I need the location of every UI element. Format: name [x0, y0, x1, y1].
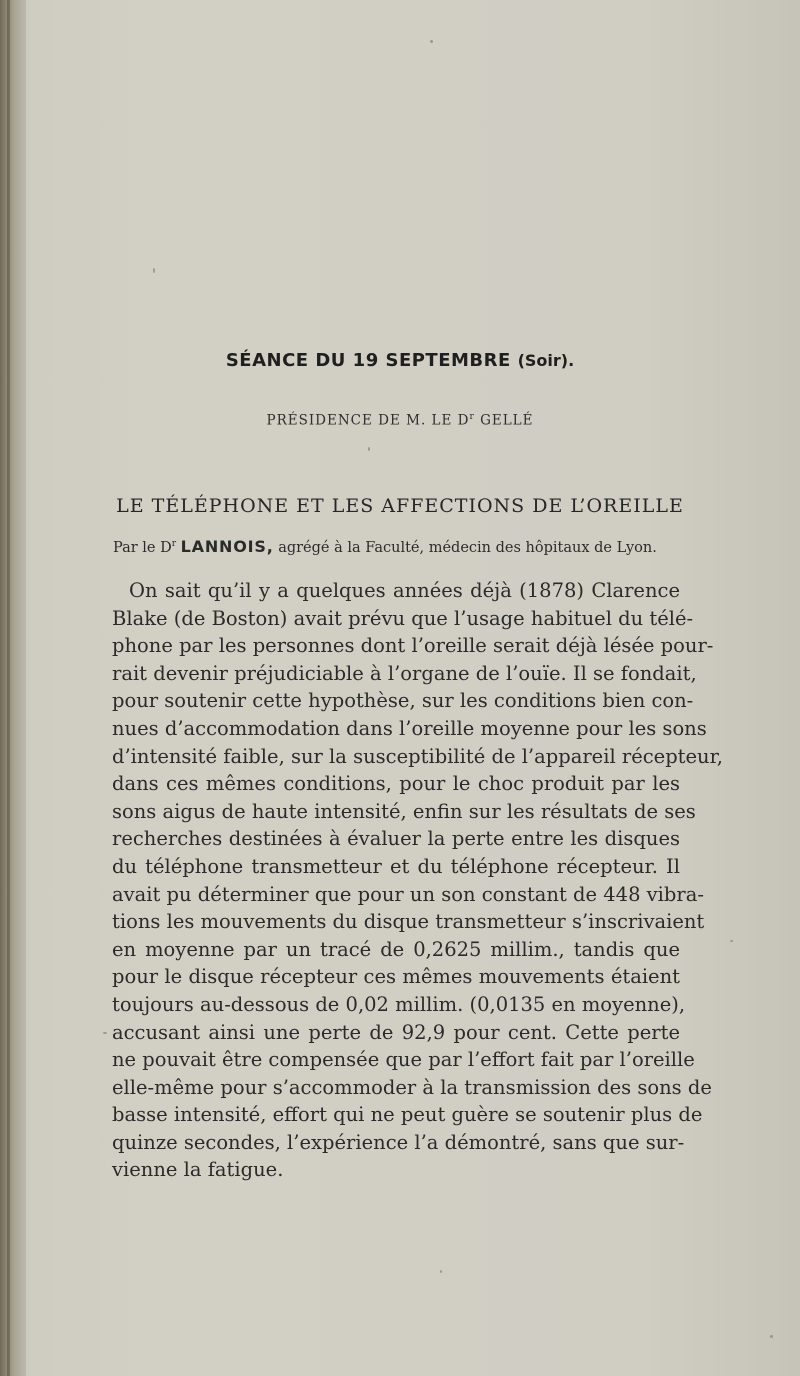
- byline-affiliation: agrégé à la Faculté, médecin des hôpitaux de Lyon.: [273, 540, 657, 556]
- page-binding-edge: [7, 0, 10, 1376]
- body-line: ne pouvait être compensée que par l’effort fait par l’oreille: [112, 1048, 695, 1072]
- article-byline: [113, 537, 713, 556]
- body-line: pour soutenir cette hypothèse, sur les conditions bien con-: [112, 689, 694, 713]
- paper-speck: [368, 447, 370, 451]
- paper-speck: [440, 1270, 442, 1273]
- body-line: du téléphone transmetteur et du téléphone récepteur. Il: [112, 854, 680, 878]
- session-time-of-day: (Soir).: [517, 351, 575, 370]
- body-line: vienne la fatigue.: [112, 1158, 284, 1182]
- body-line: pour le disque récepteur ces mêmes mouvements étaient: [112, 965, 680, 989]
- page-binding-shadow: [0, 0, 26, 1376]
- body-line: quinze secondes, l’expérience l’a démontré, sans que sur-: [112, 1130, 685, 1154]
- body-line: nues d’accommodation dans l’oreille moyenne pour les sons: [112, 716, 707, 740]
- paper-speck: [153, 268, 155, 273]
- body-line: elle-même pour s’accommoder à la transmission des sons de: [112, 1075, 712, 1099]
- body-line: accusant ainsi une perte de 92,9 pour cent. Cette perte: [112, 1020, 680, 1044]
- paper-speck: [430, 40, 433, 43]
- body-line: rait devenir préjudiciable à l’organe de l’ouïe. Il se fondait,: [112, 661, 697, 685]
- body-line: avait pu déterminer que pour un son constant de 448 vibra-: [112, 882, 704, 906]
- body-line: en moyenne par un tracé de 0,2625 millim., tandis que: [112, 937, 680, 961]
- presidency-line: [0, 412, 800, 429]
- paper-speck: [770, 1335, 773, 1338]
- byline-prefix: Par le D: [113, 540, 172, 556]
- body-line: On sait qu’il y a quelques années déjà (1878) Clarence: [129, 579, 680, 602]
- article-body: [112, 577, 723, 1184]
- session-heading: [0, 350, 800, 371]
- paper-speck: [730, 940, 733, 942]
- paper-speck: [103, 1032, 107, 1034]
- presidency-name: GELLÉ: [474, 412, 534, 429]
- body-line: phone par les personnes dont l’oreille serait déjà lésée pour-: [112, 634, 714, 658]
- body-line: toujours au-dessous de 0,02 millim. (0,0135 en moyenne),: [112, 992, 686, 1016]
- byline-author: LANNOIS,: [180, 537, 274, 556]
- body-line: dans ces mêmes conditions, pour le choc produit par les: [112, 772, 680, 796]
- body-line: tions les mouvements du disque transmetteur s’inscrivaient: [112, 910, 705, 934]
- body-line: sons aigus de haute intensité, enfin sur les résultats de ses: [112, 799, 696, 823]
- body-line: Blake (de Boston) avait prévu que l’usage habituel du télé-: [112, 606, 694, 630]
- body-line: recherches destinées à évaluer la perte entre les disques: [112, 827, 680, 851]
- session-title: SÉANCE DU 19 SEPTEMBRE: [225, 350, 511, 371]
- article-title: LE TÉLÉPHONE ET LES AFFECTIONS DE L’OREILLE: [116, 495, 684, 517]
- presidency-prefix: PRÉSIDENCE DE M. LE D: [266, 412, 470, 429]
- body-line: basse intensité, effort qui ne peut guère se soutenir plus de: [112, 1103, 703, 1127]
- byline-title-superscript: r: [171, 539, 177, 550]
- presidency-title-superscript: r: [469, 412, 475, 422]
- body-line: d’intensité faible, sur la susceptibilité de l’appareil récepteur,: [112, 744, 723, 768]
